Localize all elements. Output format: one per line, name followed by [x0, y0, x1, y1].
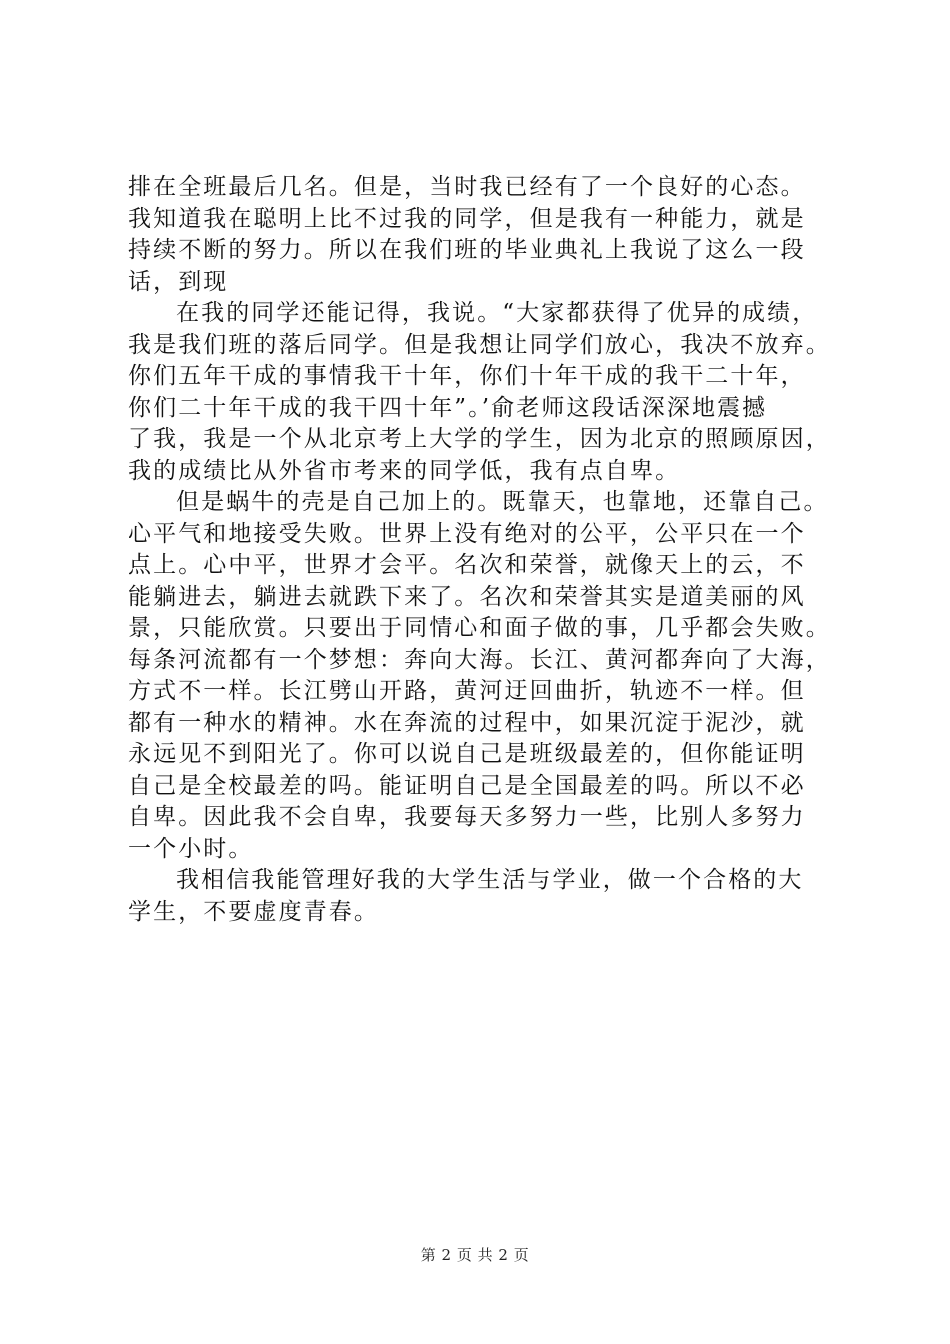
text-line: 我知道我在聪明上比不过我的同学，但是我有一种能力，就是 — [128, 205, 806, 232]
text-line: 我的成绩比从外省市考来的同学低，我有点自卑。 — [128, 457, 681, 484]
text-line: 持续不断的努力。所以在我们班的毕业典礼上我说了这么一段 — [128, 237, 806, 263]
text-line: 你们五年干成的事情我干十年，你们十年干成的我干二十年， — [128, 363, 806, 389]
text-line: 我是我们班的落后同学。但是我想让同学们放心，我决不放弃。 — [128, 331, 831, 358]
text-line: 一个小时。 — [128, 835, 254, 862]
text-line: 你们二十年干成的我干四十年”。’俞老师这段话深深地震撼 — [128, 394, 768, 421]
text-line: 自卑。因此我不会自卑，我要每天多努力一些，比别人多努力 — [128, 804, 806, 830]
text-line: 排在全班最后几名。但是，当时我已经有了一个良好的心态。 — [128, 174, 806, 200]
page-footer — [0, 1244, 950, 1265]
document-body — [128, 172, 831, 928]
text-line: 能躺进去，躺进去就跌下来了。名次和荣誉其实是道美丽的风 — [128, 583, 806, 610]
text-line: 点上。心中平，世界才会平。名次和荣誉，就像天上的云，不 — [128, 552, 806, 578]
text-line: 自己是全校最差的吗。能证明自己是全国最差的吗。所以不必 — [128, 772, 806, 799]
text-line: 了我，我是一个从北京考上大学的学生，因为北京的照顾原因， — [128, 426, 831, 452]
text-line: 都有一种水的精神。水在奔流的过程中，如果沉淀于泥沙，就 — [128, 709, 806, 736]
text-line: 在我的同学还能记得，我说。“大家都获得了优异的成绩， — [176, 300, 818, 326]
text-line: 永远见不到阳光了。你可以说自己是班级最差的，但你能证明 — [128, 741, 806, 767]
text-line: 景，只能欣赏。只要出于同情心和面子做的事，几乎都会失败。 — [128, 615, 831, 641]
text-line: 我相信我能管理好我的大学生活与学业，做一个合格的大 — [176, 867, 804, 893]
text-line: 方式不一样。长江劈山开路，黄河迂回曲折，轨迹不一样。但 — [128, 678, 806, 704]
text-line: 学生，不要虚度青春。 — [128, 898, 379, 925]
text-line: 但是蜗牛的壳是自己加上的。既靠天，也靠地，还靠自己。 — [176, 489, 829, 515]
page-number-label: 第 2 页 共 2 页 — [420, 1246, 530, 1264]
text-line: 每条河流都有一个梦想：奔向大海。长江、黄河都奔向了大海， — [128, 646, 831, 673]
text-line: 话，到现 — [128, 268, 229, 295]
text-line: 心平气和地接受失败。世界上没有绝对的公平，公平只在一个 — [128, 520, 806, 547]
